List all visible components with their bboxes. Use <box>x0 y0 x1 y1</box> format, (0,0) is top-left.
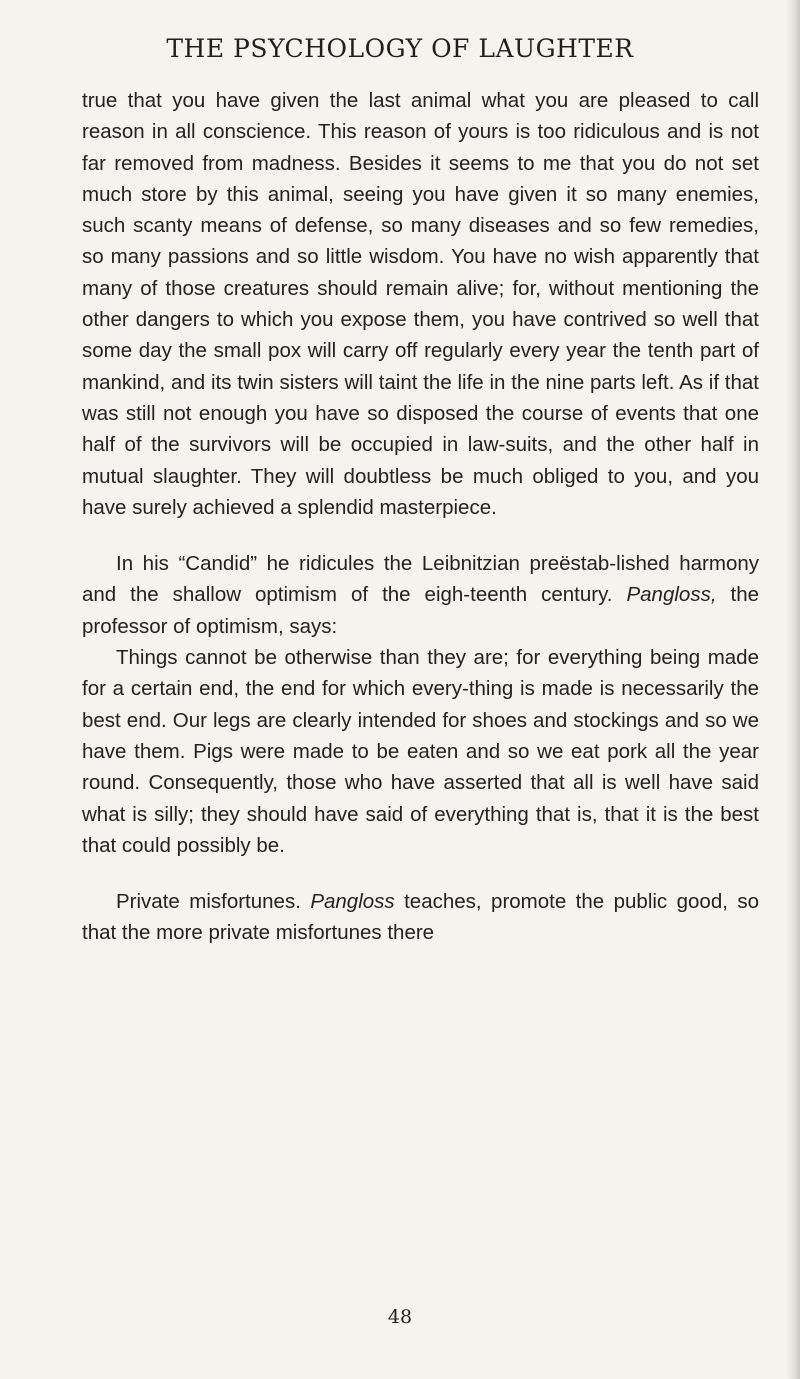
page-edge-shadow <box>786 0 800 1379</box>
paragraph-4-text-end: teaches, promote the public good, so that the more private misfortunes there <box>82 890 759 945</box>
running-head: THE PSYCHOLOGY OF LAUGHTER <box>166 34 634 63</box>
quotation-paragraph: Things cannot be otherwise than they are; for everything being made for a certain end, the end for which every-thing is made is necessarily the best end. Our legs are clearly intended for shoes and stockings and so we have them. Pigs were made to be eaten and so we eat pork all the year round. Consequently, those who have asserted that all is well have said what is silly; they should have said of everything that is, that it is the best that could possibly be. <box>82 646 759 857</box>
pangloss-italic-2: Pangloss <box>310 890 395 914</box>
paragraph-1: true that you have given the last animal what you are pleased to call reason in all conscience. This reason of yours is too ridiculous and is not far removed from madness. Besides it seems to me that you do not set much store by this animal, seeing you have given it so many enemies, such scanty means of defense, so many diseases and so few remedies, so many passions and so little wisdom. You have no wish apparently that many of those creatures should remain alive; for, without mentioning the other dangers to which you expose them, you have contrived so well that some day the small pox will carry off regularly every year the tenth part of mankind, and its twin sisters will taint the life in the nine parts left. As if that was still not enough you have so disposed the course of events that one half of the survivors will be occupied in law-suits, and the other half in mutual slaughter. They will doubtless be much obliged to you, and you have surely achieved a splendid masterpiece. <box>82 89 759 519</box>
paragraph-4 <box>82 886 759 949</box>
pangloss-italic: Pangloss, <box>626 583 717 607</box>
paragraph-2-text-end: the professor of optimism, says: <box>82 583 759 638</box>
paragraph-4-text-start: Private misfortunes. <box>116 890 311 914</box>
paragraph-2-text-start: In his “Candid” he ridicules the Leibnitzian preëstab-lished harmony and the shallow optimism of the eigh-teenth century. <box>82 552 759 607</box>
paragraph-2 <box>82 548 759 642</box>
page-number: 48 <box>387 1306 413 1328</box>
body-text <box>82 85 759 949</box>
